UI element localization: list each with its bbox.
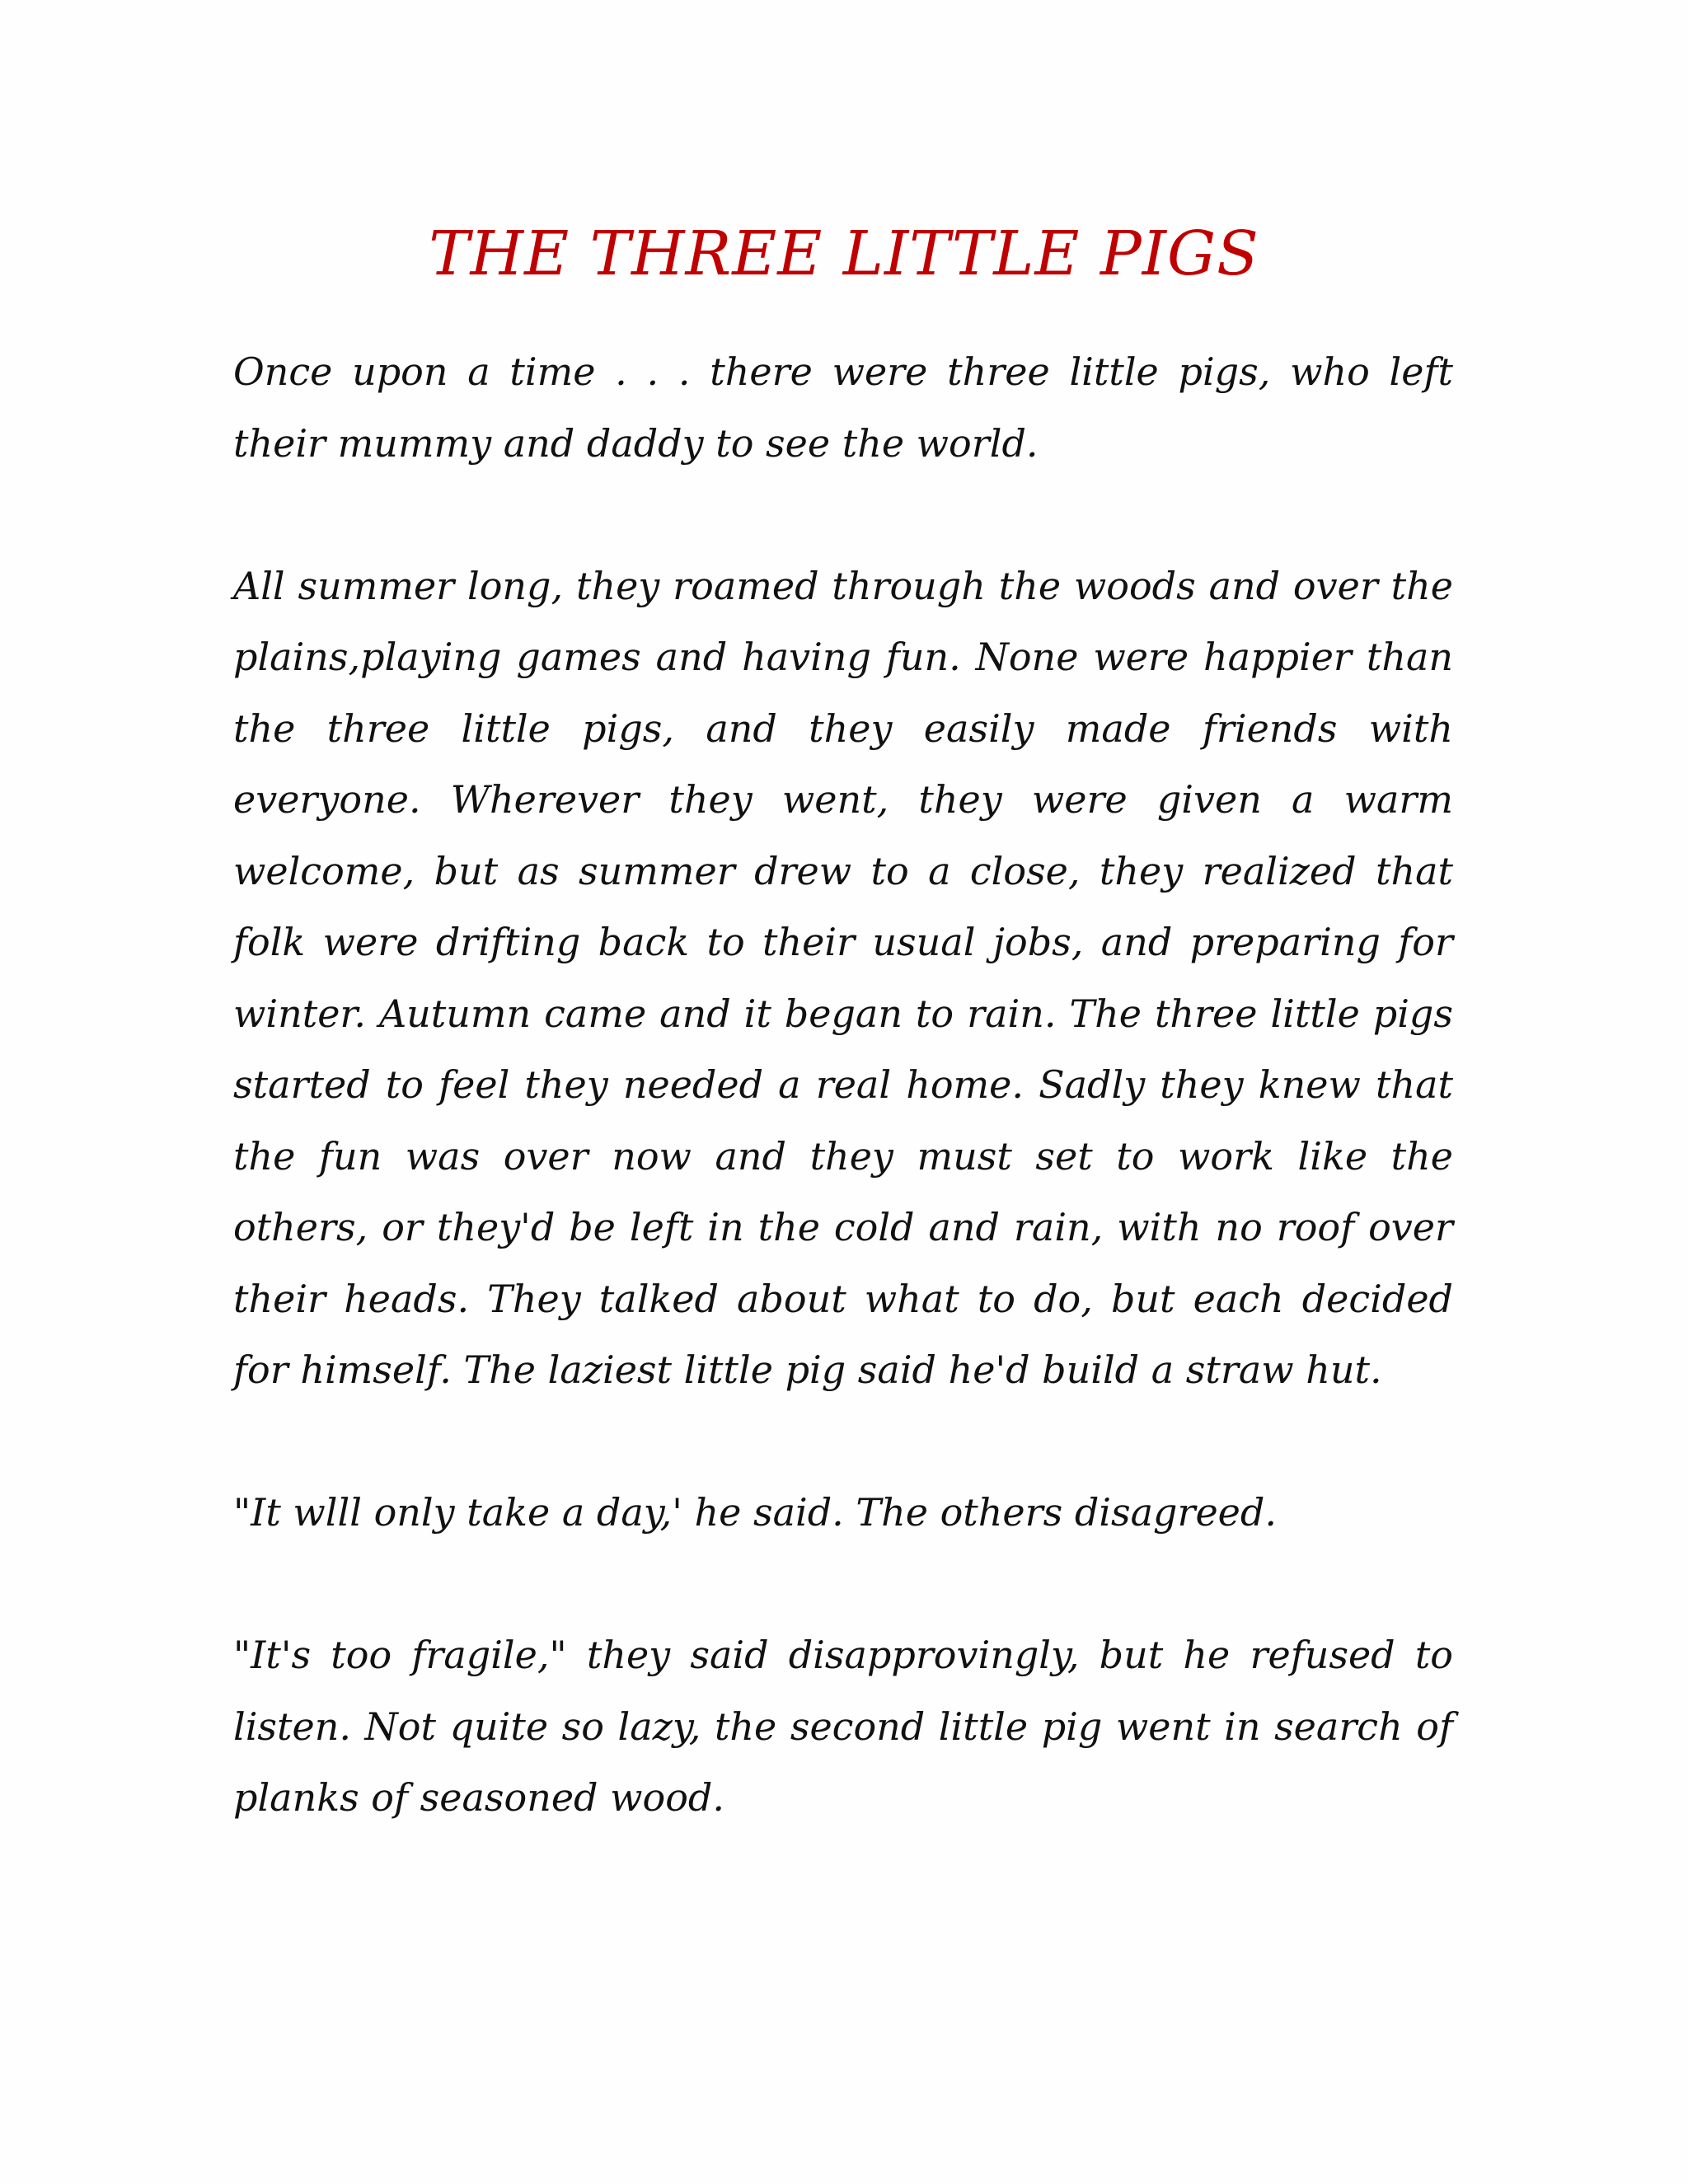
paragraph-2: All summer long, they roamed through the woods and over the plains,playing games and having fun. None were happier than the three little pigs, and they easily made friends with everyone. Wherever they went, they were given a warm welcome, but as summer drew to a close, they realized that folk were drifting back to their usual jobs, and preparing for winter. Autumn came and it began to rain. The three little pigs started to feel they needed a real home. Sadly they knew that the fun was over now and they must set to work like the others, or they'd be left in the cold and rain, with no roof over their heads. They talked about what to do, but each decided for himself. The laziest little pig said he'd build a straw hut.: [233, 563, 1453, 1392]
paragraph-3: "It wlll only take a day,' he said. The others disagreed.: [233, 1490, 1277, 1535]
paragraph-4: "It's too fragile," they said disapprovingly, but he refused to listen. Not quite so lazy, the second little pig went in search of planks of seasoned wood.: [233, 1633, 1453, 1820]
page-title: THE THREE LITTLE PIGS: [429, 218, 1259, 289]
story-body: [233, 336, 1453, 1905]
paragraph-1: Once upon a time . . . there were three little pigs, who left their mummy and daddy to see the world.: [233, 349, 1453, 466]
